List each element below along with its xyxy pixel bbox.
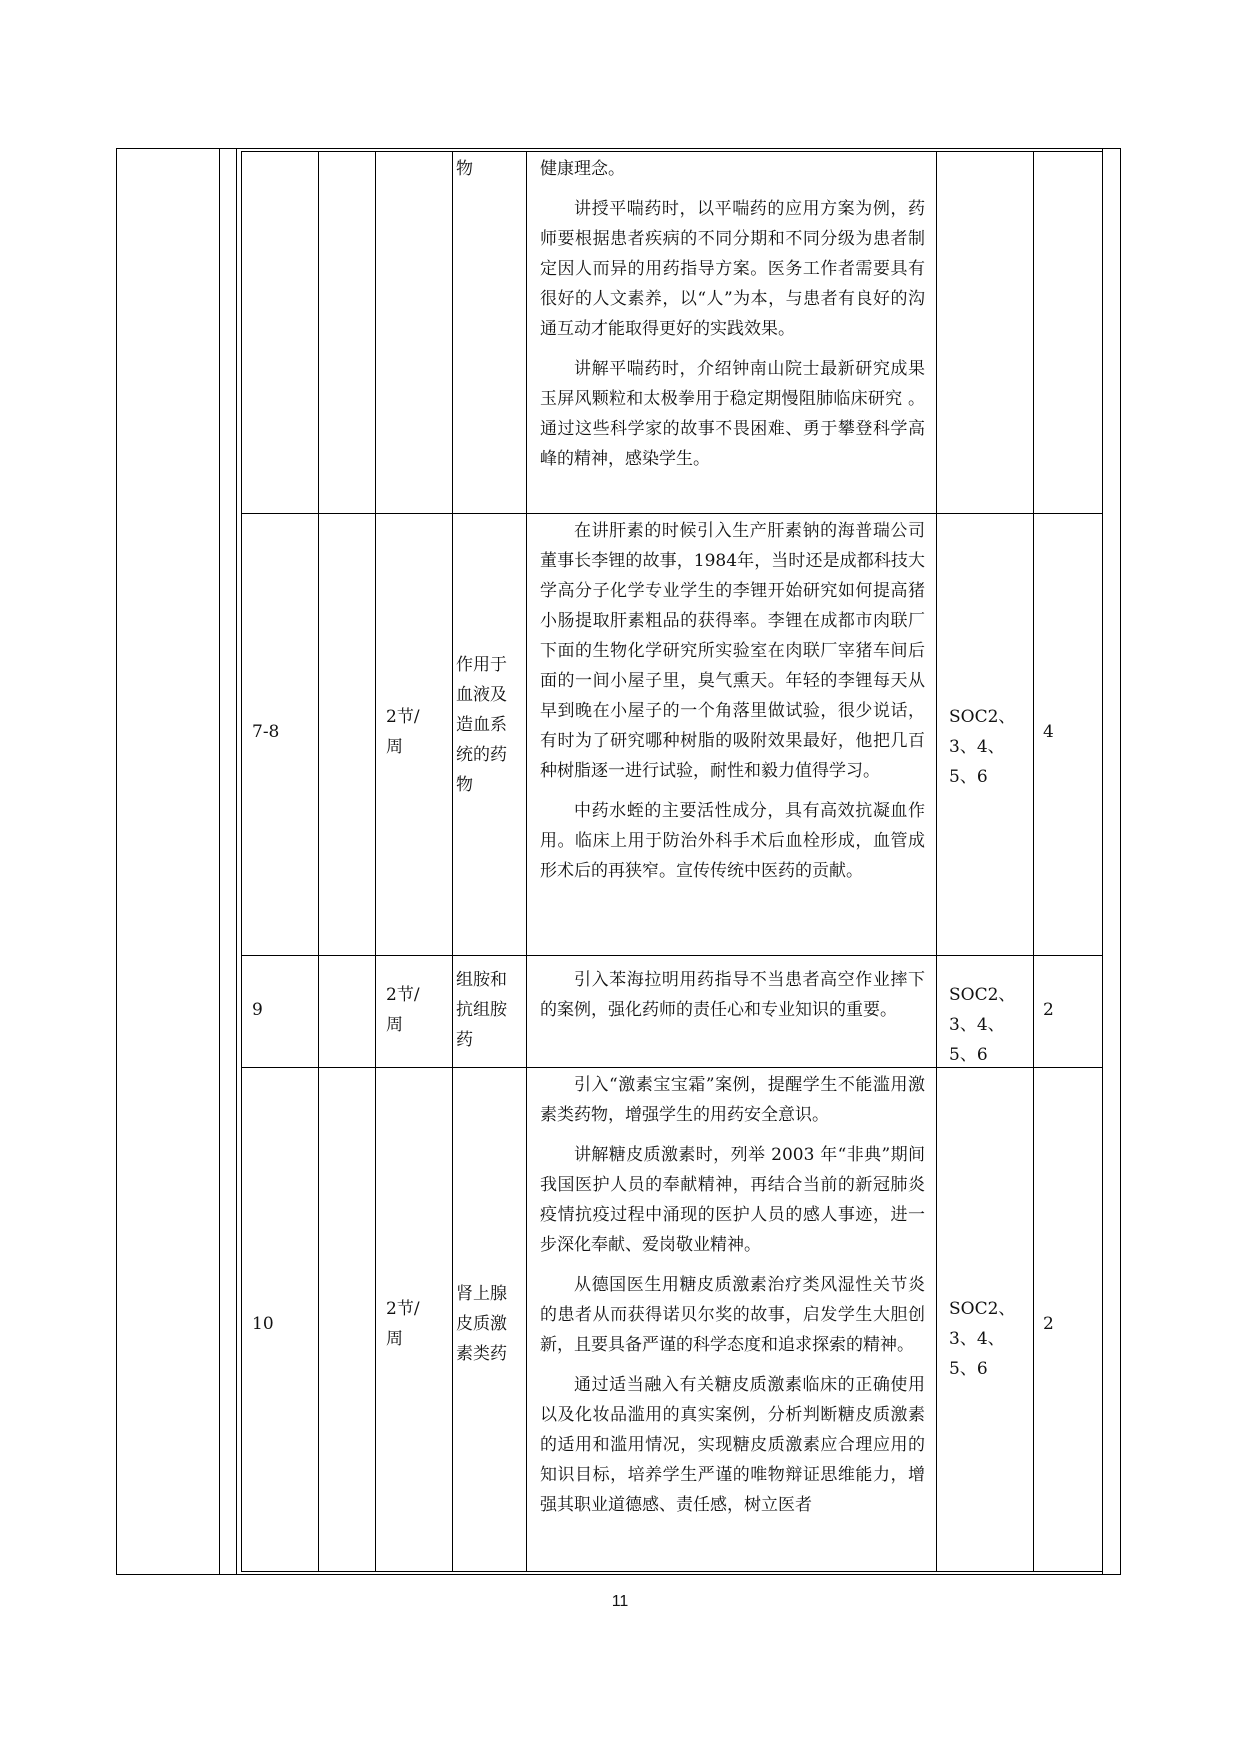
content-cell [540, 1070, 925, 1520]
col-line-content [526, 151, 527, 1572]
week-cell: 10 [252, 1314, 274, 1334]
col-line-hours [375, 151, 376, 1572]
week-cell: 7-8 [252, 722, 280, 742]
col-line-outcomes [936, 151, 937, 1572]
col-line-count [1033, 151, 1034, 1572]
outcomes-cell: SOC2、3、4、5、6 [949, 1299, 1016, 1379]
content-paragraph: 中药水蛭的主要活性成分，具有高效抗凝血作用。临床上用于防治外科手术后血栓形成，血管成形术后的再狭窄。宣传传统中医药的贡献。 [540, 801, 925, 881]
outer-right-line-1 [1102, 148, 1103, 1575]
outcomes-cell: SOC2、3、4、5、6 [949, 985, 1016, 1065]
outer-col-line-2 [236, 148, 237, 1575]
outer-top-line [116, 148, 1121, 149]
content-paragraph: 从德国医生用糖皮质激素治疗类风湿性关节炎的患者从而获得诺贝尔奖的故事，启发学生大胆创新，且要具备严谨的科学态度和追求探索的精神。 [540, 1275, 925, 1355]
week-cell: 9 [252, 1000, 263, 1020]
content-paragraph: 健康理念。 [540, 159, 625, 179]
content-cell [540, 965, 925, 1025]
content-paragraph: 引入“激素宝宝霜”案例，提醒学生不能滥用激素类药物，增强学生的用药安全意识。 [540, 1075, 925, 1125]
inner-bottom-line [241, 1571, 1102, 1572]
row-divider-2 [241, 955, 1102, 956]
outcomes-cell: SOC2、3、4、5、6 [949, 707, 1016, 787]
hours-cell: 2节/周 [386, 1299, 420, 1349]
count-cell: 4 [1043, 722, 1054, 742]
topic-cell: 物 [456, 159, 473, 179]
content-paragraph: 在讲肝素的时候引入生产肝素钠的海普瑞公司董事长李锂的故事，1984年，当时还是成都科技大学高分子化学专业学生的李锂开始研究如何提高猪小肠提取肝素粗品的获得率。李锂在成都市肉联厂下面的生物化学研究所实验室在肉联厂宰猪车间后面的一间小屋子里，臭气熏天。年轻的李锂每天从早到晚在小屋子的一个角落里做试验，很少说话，有时为了研究哪种树脂的吸附效果最好，他把几百种树脂逐一进行试验，耐性和毅力值得学习。 [540, 521, 925, 781]
row-divider-1 [241, 513, 1102, 514]
topic-cell: 作用于血液及造血系统的药物 [456, 655, 507, 795]
col-line-week [318, 151, 319, 1572]
outer-col-line-1 [219, 148, 220, 1575]
topic-cell: 肾上腺皮质激素类药 [456, 1284, 507, 1364]
col-line-topic [452, 151, 453, 1572]
content-paragraph: 通过适当融入有关糖皮质激素临床的正确使用以及化妆品滥用的真实案例，分析判断糖皮质激素的适用和滥用情况，实现糖皮质激素应合理应用的知识目标，培养学生严谨的唯物辩证思维能力，增强其职业道德感、责任感，树立医者 [540, 1375, 925, 1515]
content-paragraph: 讲解糖皮质激素时，列举 2003 年“非典”期间我国医护人员的奉献精神，再结合当前的新冠肺炎疫情抗疫过程中涌现的医护人员的感人事迹，进一步深化奉献、爱岗敬业精神。 [540, 1145, 925, 1255]
page-number: 11 [611, 1593, 629, 1610]
outer-bottom-line [116, 1574, 1121, 1575]
content-cell [540, 516, 925, 886]
content-cell [540, 154, 925, 474]
hours-cell: 2节/周 [386, 985, 420, 1035]
count-cell: 2 [1043, 1000, 1054, 1020]
count-cell: 2 [1043, 1314, 1054, 1334]
content-paragraph: 讲解平喘药时，介绍钟南山院士最新研究成果玉屏风颗粒和太极拳用于稳定期慢阻肺临床研究 。通过这些科学家的故事不畏困难、勇于攀登科学高峰的精神，感染学生。 [540, 359, 925, 469]
hours-cell: 2节/周 [386, 707, 420, 757]
outer-left-line [116, 148, 117, 1575]
topic-cell: 组胺和抗组胺药 [456, 970, 507, 1050]
content-paragraph: 讲授平喘药时，以平喘药的应用方案为例，药师要根据患者疾病的不同分期和不同分级为患者制定因人而异的用药指导方案。医务工作者需要具有很好的人文素养，以“人”为本，与患者有良好的沟通互动才能取得更好的实践效果。 [540, 199, 925, 339]
inner-left-line [241, 151, 242, 1572]
content-paragraph: 引入苯海拉明用药指导不当患者高空作业摔下的案例，强化药师的责任心和专业知识的重要。 [540, 970, 925, 1020]
inner-top-line [241, 151, 1102, 152]
outer-right-line-2 [1120, 148, 1121, 1575]
